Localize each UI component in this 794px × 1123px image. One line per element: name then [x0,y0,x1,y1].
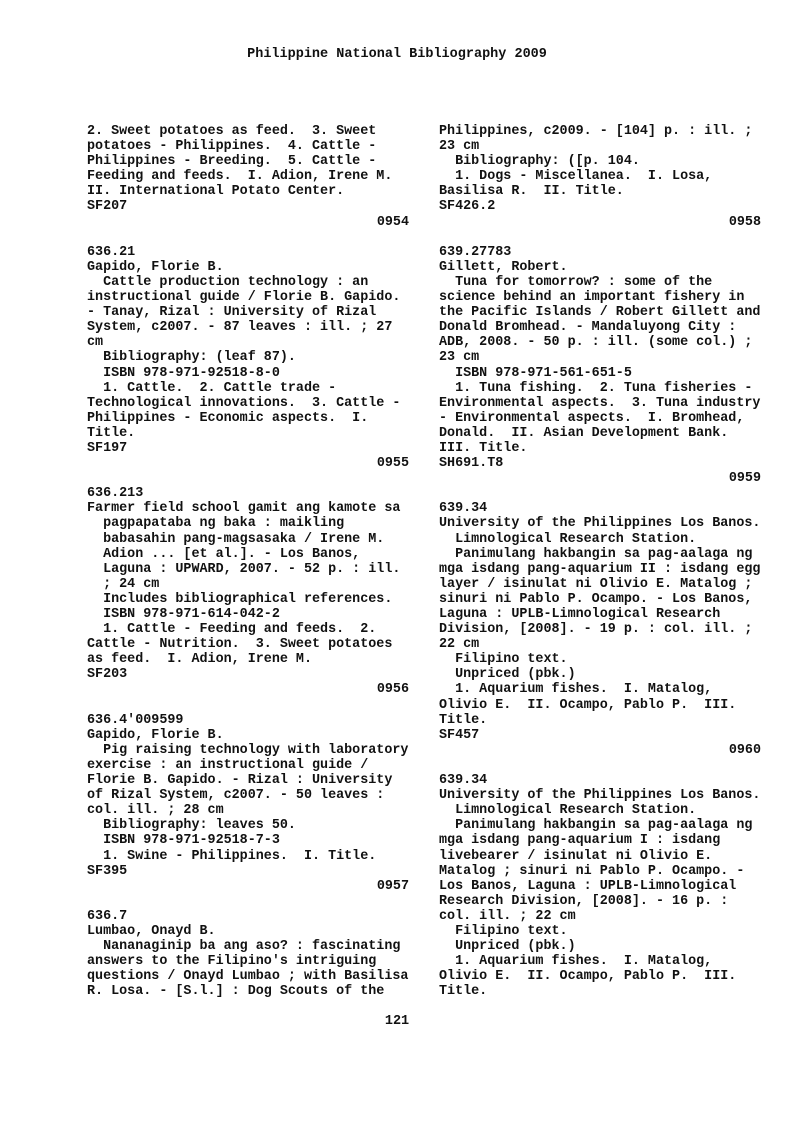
bibliography-entry [439,501,761,758]
entry-line: exercise : an instructional guide / [87,757,369,773]
bibliography-entry [439,245,761,487]
entry-line: sinuri ni Pablo P. Ocampo. - Los Banos, [439,591,753,607]
entry-line: Philippines, c2009. - [104] p. : ill. ; [439,124,753,139]
left-column [87,124,409,1015]
entry-line: Limnological Research Station. [439,531,697,547]
entry-line: Unpriced (pbk.) [439,939,576,955]
entry-line: Donald. II. Asian Development Bank. [439,425,729,441]
entry-line: as feed. I. Adion, Irene M. [87,652,312,668]
entry-number: 0954 [376,214,409,230]
entry-line: Donald Bromhead. - Mandaluyong City : [439,320,737,336]
entry-line: 1. Swine - Philippines. I. Title. [87,848,377,864]
entry-line: Panimulang hakbangin sa pag-aalaga ng [439,818,753,834]
entry-line: Research Division, [2008]. - 16 p. : [439,893,729,909]
entry-line: Bibliography: (leaf 87). [87,350,296,366]
entry-line: ISBN 978-971-614-042-2 [87,607,280,622]
entry-line: questions / Onayd Lumbao ; with Basilisa [87,969,409,985]
entry-line: Panimulang hakbangin sa pag-aalaga ng [439,546,753,562]
entry-line: Gillett, Robert. [439,259,568,275]
entry-line: 1. Cattle - Feeding and feeds. 2. [87,622,377,638]
entry-line: ISBN 978-971-561-651-5 [439,365,632,381]
entry-line: Environmental aspects. 3. Tuna industry [439,395,761,411]
entry-line: ADB, 2008. - 50 p. : ill. (some col.) ; [439,335,753,351]
entry-line: Nananaginip ba ang aso? : fascinating [87,939,401,955]
entry-line: Feeding and feeds. I. Adion, Irene M. [87,169,393,185]
entry-line: ISBN 978-971-92518-8-0 [87,365,280,381]
entry-line: Tuna for tomorrow? : some of the [439,274,713,290]
bibliography-entry [439,124,761,230]
bibliography-entry [87,713,409,894]
entry-line: 23 cm [439,139,480,155]
entry-line: 22 cm [439,637,480,653]
bibliography-entry [87,124,409,230]
bibliography-entry [87,909,409,1000]
entry-line: 1. Tuna fishing. 2. Tuna fisheries - [439,380,753,396]
entry-line: Laguna : UPLB-Limnological Research [439,607,721,622]
entry-line: 636.21 [87,244,136,260]
entry-line: Lumbao, Onayd B. [87,923,216,939]
bibliography-entry [87,245,409,471]
entry-line: of Rizal System, c2007. - 50 leaves : [87,788,385,804]
entry-line: Florie B. Gapido. - Rizal : University [87,773,393,789]
entry-line: Title. [439,712,488,728]
entry-line: SF457 [439,727,480,743]
entry-line: 1. Cattle. 2. Cattle trade - [87,380,337,396]
entry-line: 636.213 [87,486,144,502]
entry-line: University of the Philippines Los Banos. [439,516,761,532]
entry-line: SF395 [87,863,128,879]
entry-line: Cattle - Nutrition. 3. Sweet potatoes [87,637,393,653]
entry-line: 1. Dogs - Miscellanea. I. Losa, [439,169,713,185]
entry-line: 1. Aquarium fishes. I. Matalog, [439,954,713,970]
entry-number: 0958 [728,214,761,230]
entry-line: pagpapataba ng baka : maikling [87,516,345,532]
entry-line: science behind an important fishery in [439,290,745,306]
entry-line: Filipino text. [439,652,568,668]
entry-line: Matalog ; sinuri ni Pablo P. Ocampo. - [439,863,745,879]
entry-line: SF207 [87,199,128,215]
entry-line: mga isdang pang-aquarium II : isdang egg [439,561,761,577]
entry-line: Pig raising technology with laboratory [87,742,409,758]
entry-line: layer / isinulat ni Olivio E. Matalog ; [439,576,753,592]
entry-line: babasahin pang-magsasaka / Irene M. [87,531,385,547]
entry-line: SF426.2 [439,199,496,215]
entry-number: 0957 [376,878,409,894]
entry-line: SF203 [87,667,128,683]
entry-line: Los Banos, Laguna : UPLB-Limnological [439,878,737,894]
entry-line: Gapido, Florie B. [87,727,224,743]
entry-line: Philippines - Breeding. 5. Cattle - [87,154,377,170]
entry-line: Includes bibliographical references. [87,591,393,607]
entry-line: 639.27783 [439,244,512,260]
entry-line: the Pacific Islands / Robert Gillett and [439,305,761,321]
entry-line: potatoes - Philippines. 4. Cattle - [87,139,377,155]
entry-line: mga isdang pang-aquarium I : isdang [439,833,721,849]
entry-line: Gapido, Florie B. [87,259,224,275]
entry-line: 1. Aquarium fishes. I. Matalog, [439,682,713,698]
entry-line: 23 cm [439,350,480,366]
entry-line: ; 24 cm [87,576,160,592]
entry-line: University of the Philippines Los Banos. [439,788,761,804]
entry-line: Philippines - Economic aspects. I. [87,410,369,426]
page-number: 121 [384,1014,410,1029]
entry-line: Filipino text. [439,923,568,939]
bibliography-entry [87,486,409,697]
entry-line: Olivio E. II. Ocampo, Pablo P. III. [439,697,737,713]
entry-line: cm [87,335,104,351]
entry-line: col. ill. ; 22 cm [439,908,576,924]
entry-number: 0955 [376,456,409,472]
entry-line: 636.7 [87,908,128,924]
entry-line: - Tanay, Rizal : University of Rizal [87,305,377,321]
entry-line: answers to the Filipino's intriguing [87,954,377,970]
entry-line: Division, [2008]. - 19 p. : col. ill. ; [439,622,753,638]
entry-line: Olivio E. II. Ocampo, Pablo P. III. [439,969,737,985]
entry-number: 0959 [728,471,761,487]
right-column [439,124,761,1015]
entry-line: SH691.T8 [439,456,504,472]
entry-line: II. International Potato Center. [87,184,345,200]
entry-line: 2. Sweet potatoes as feed. 3. Sweet [87,124,377,139]
entry-number: 0956 [376,682,409,698]
entry-number: 0960 [728,742,761,758]
page-header: Philippine National Bibliography 2009 [247,47,547,62]
entry-line: livebearer / isinulat ni Olivio E. [439,848,713,864]
entry-line: Limnological Research Station. [439,803,697,819]
entry-line: Basilisa R. II. Title. [439,184,624,200]
entry-line: Title. [87,425,136,441]
entry-line: 639.34 [439,773,488,789]
entry-line: Farmer field school gamit ang kamote sa [87,501,401,517]
entry-line: Adion ... [et al.]. - Los Banos, [87,546,361,562]
entry-line: Bibliography: leaves 50. [87,818,296,834]
entry-line: System, c2007. - 87 leaves : ill. ; 27 [87,320,393,336]
entry-line: instructional guide / Florie B. Gapido. [87,290,401,306]
entry-line: 636.4'009599 [87,712,184,728]
entry-line: Title. [439,984,488,1000]
entry-line: SF197 [87,440,128,456]
entry-line: Technological innovations. 3. Cattle - [87,395,401,411]
entry-line: Laguna : UPWARD, 2007. - 52 p. : ill. [87,561,401,577]
entry-line: R. Losa. - [S.l.] : Dog Scouts of the [87,984,385,1000]
entry-line: III. Title. [439,440,528,456]
entry-line: col. ill. ; 28 cm [87,803,224,819]
entry-line: Unpriced (pbk.) [439,667,576,683]
bibliography-entry [439,773,761,999]
entry-line: Cattle production technology : an [87,274,369,290]
entry-line: 639.34 [439,501,488,517]
entry-line: ISBN 978-971-92518-7-3 [87,833,280,849]
entry-line: Bibliography: ([p. 104. [439,154,640,170]
entry-line: - Environmental aspects. I. Bromhead, [439,410,745,426]
